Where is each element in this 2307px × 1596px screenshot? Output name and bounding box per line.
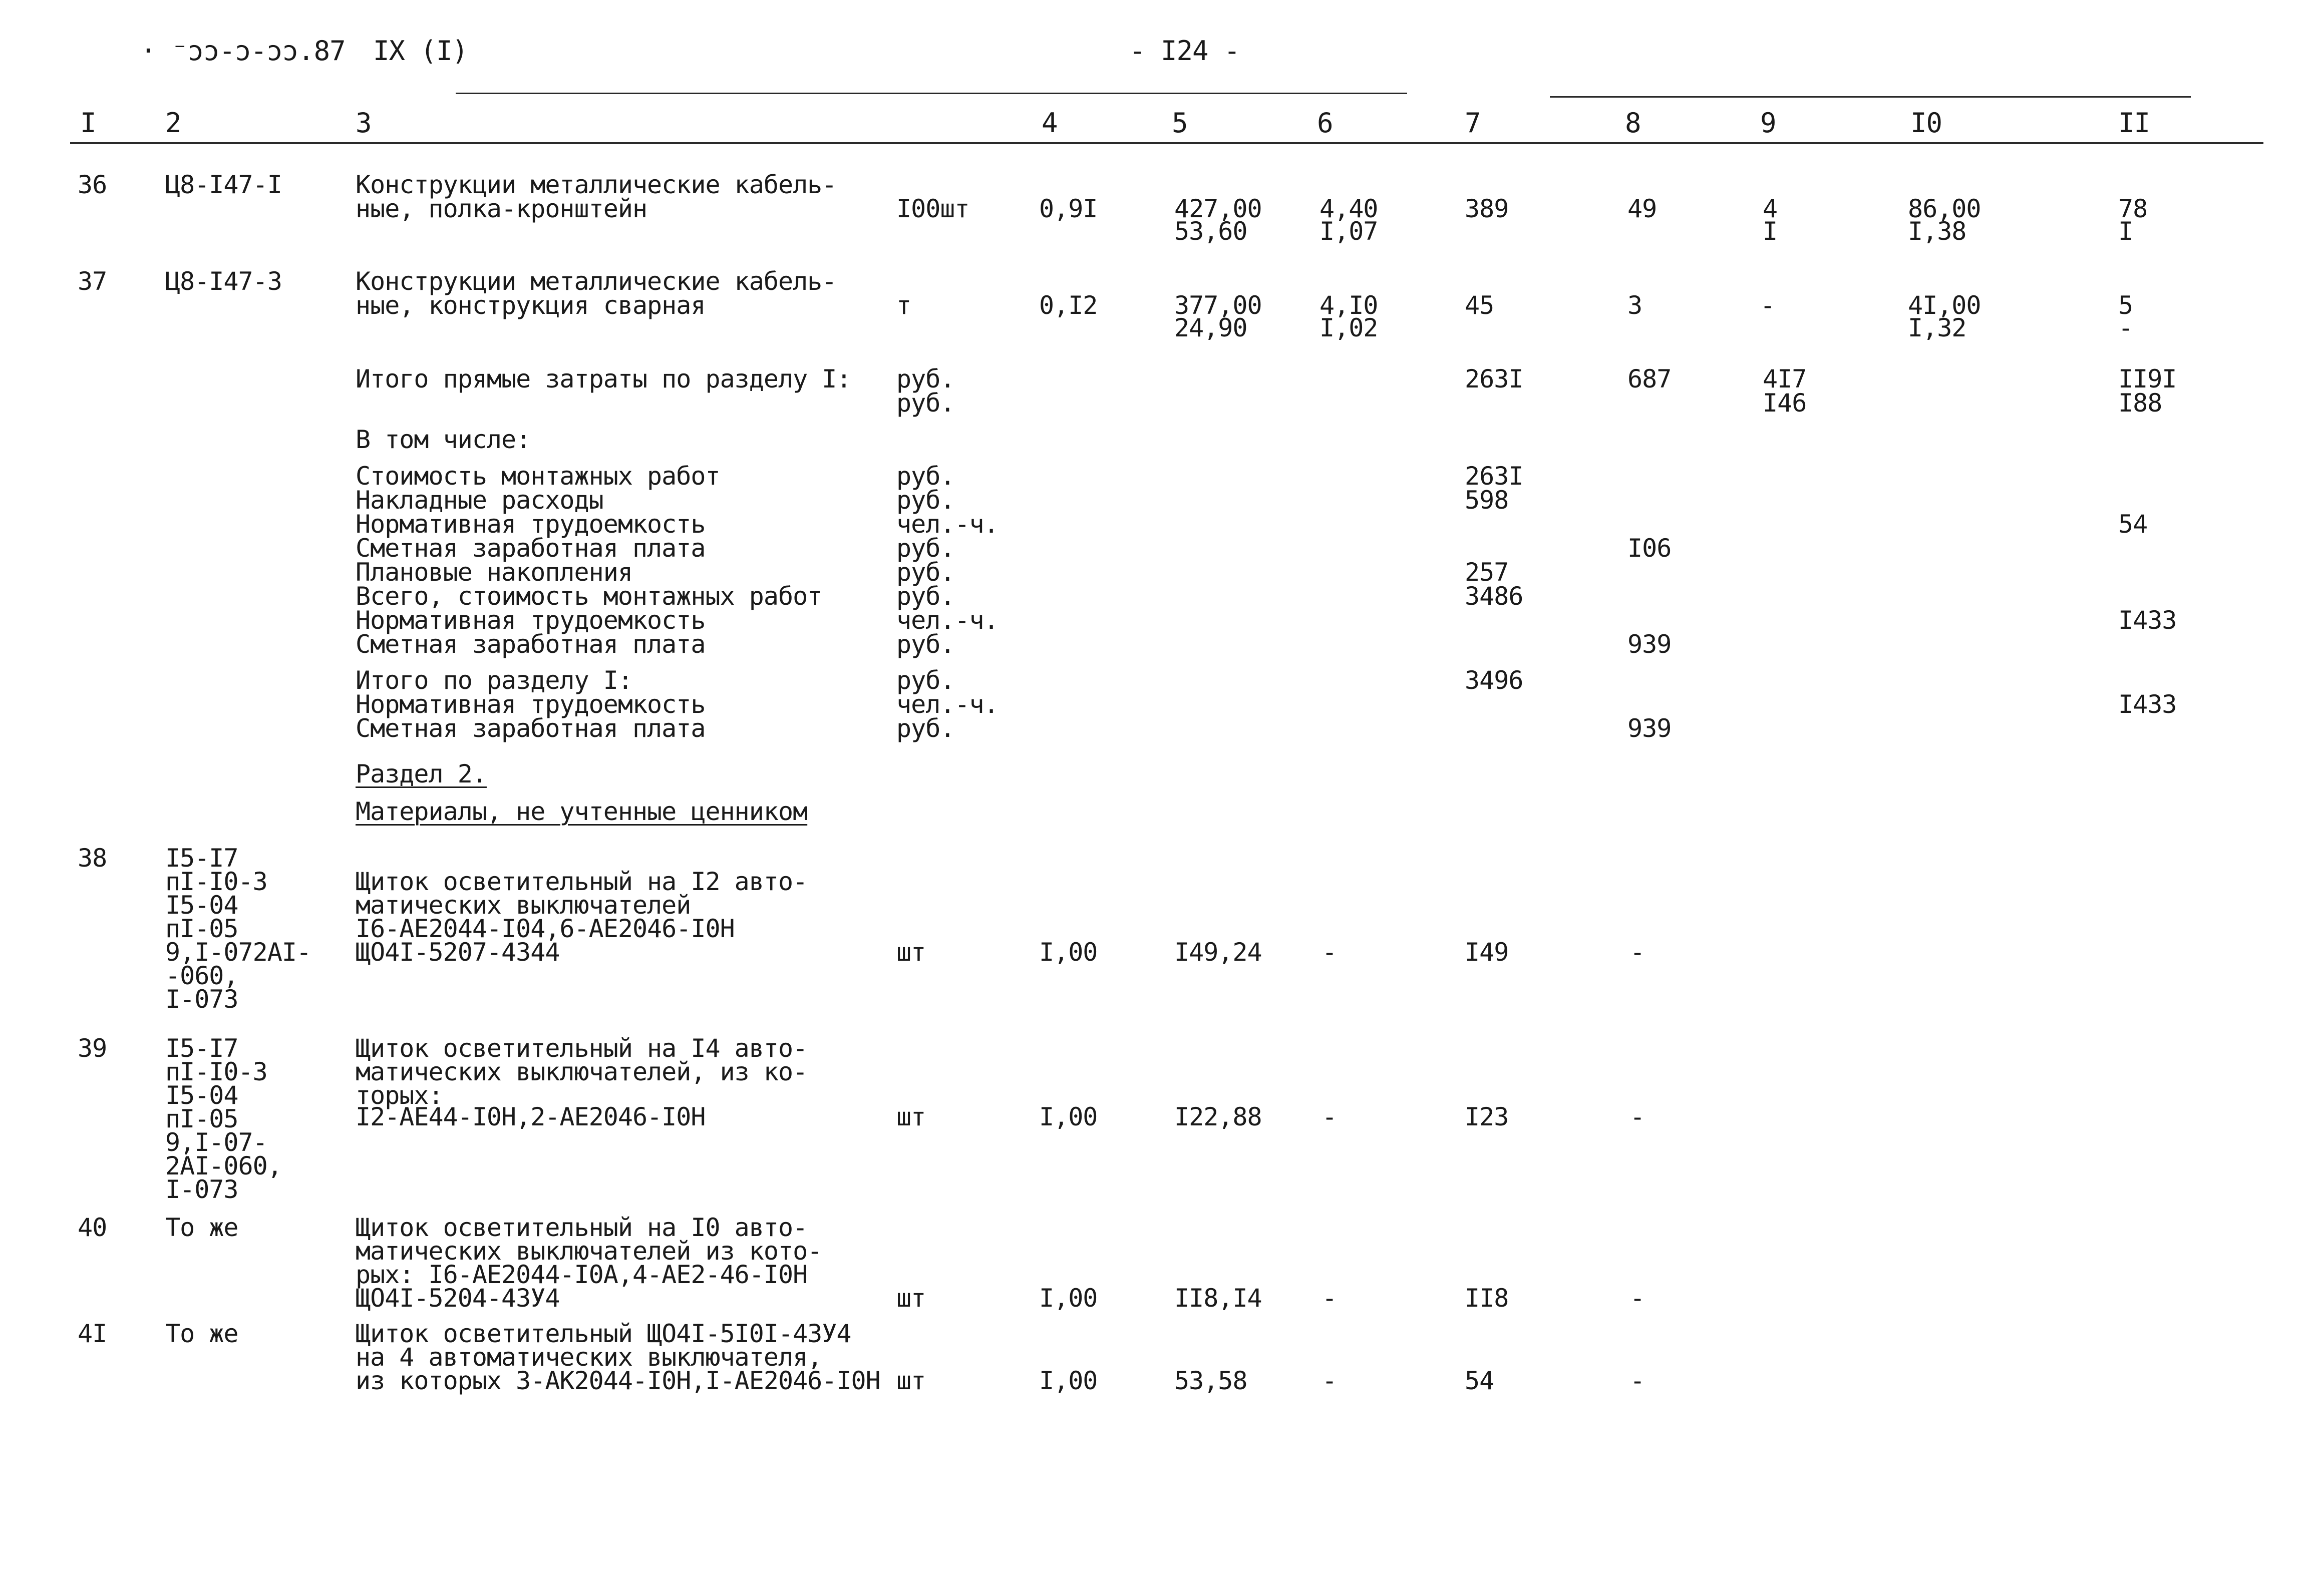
norm-code: 9,I-07-: [165, 1128, 267, 1157]
norm-code: I5-I7: [165, 844, 238, 873]
total-cost: 54: [1465, 1366, 1494, 1395]
item-description: ные, конструкция сварная: [356, 291, 706, 320]
norm-code: Ц8-I47-I: [165, 170, 282, 199]
document-code: · ⁻ɔɔ-ɔ-ɔɔ.87: [140, 35, 346, 67]
row-number: 4I: [78, 1319, 107, 1348]
overhead-value: 598: [1465, 486, 1509, 515]
section-wage-value: 939: [1627, 714, 1672, 743]
total-cost: 263I: [1465, 364, 1523, 393]
quantity: I,00: [1039, 1284, 1098, 1313]
norm-code: 9,I-072AI-: [165, 938, 311, 967]
norm-code: 2AI-060,: [165, 1151, 282, 1180]
item-description: Щиток осветительный на I2 авто-: [356, 867, 808, 896]
item-description: Конструкции металлические кабель-: [356, 170, 837, 199]
norm-code: пI-I0-3: [165, 1057, 267, 1086]
item-description: торых:: [356, 1081, 443, 1110]
machine-cost: 4: [1763, 194, 1778, 223]
norm-code: пI-05: [165, 914, 238, 943]
unit-cost: 427,00: [1174, 194, 1262, 223]
mounting-cost-value: 263I: [1465, 462, 1523, 491]
item-description: матических выключателей из кото-: [356, 1237, 822, 1266]
col-header-4: 4: [1042, 107, 1058, 139]
breakdown-item: Накладные расходы: [356, 486, 603, 515]
unit: руб.: [896, 630, 955, 659]
labor-per-unit-2: I,38: [1908, 217, 1966, 246]
item-description: ные, полка-кронштейн: [356, 194, 647, 223]
col-header-6: 6: [1317, 107, 1333, 139]
labor-per-unit: 86,00: [1908, 194, 1981, 223]
unit: шт: [896, 1284, 926, 1313]
planned-savings-value: 257: [1465, 558, 1509, 587]
norm-code: I5-04: [165, 891, 238, 920]
col-header-10: I0: [1910, 107, 1942, 139]
labor-per-unit: 4I,00: [1908, 291, 1981, 320]
unit-price: II8,I4: [1174, 1284, 1262, 1313]
section-total-value: 3496: [1465, 666, 1523, 695]
total-cost: 45: [1465, 291, 1494, 320]
unit: I00шт: [896, 194, 969, 223]
unit-price: I22,88: [1174, 1102, 1262, 1131]
col-header-5: 5: [1172, 107, 1188, 139]
labor-total-2: I88: [2118, 388, 2162, 418]
col-header-9: 9: [1760, 107, 1776, 139]
row-number: 36: [78, 170, 107, 199]
breakdown-item: Стоимость монтажных работ: [356, 462, 720, 491]
labor-total: II9I: [2118, 364, 2177, 393]
breakdown-item: Всего, стоимость монтажных работ: [356, 582, 822, 611]
item-description: I2-АЕ44-I0H,2-АЕ2046-I0H: [356, 1102, 706, 1131]
row-number: 37: [78, 267, 107, 296]
labor-unit-2: I,02: [1320, 313, 1378, 342]
norm-code: Ц8-I47-3: [165, 267, 282, 296]
machine-cost: 4I7: [1763, 364, 1807, 393]
labor-unit: 4,I0: [1320, 291, 1378, 320]
unit: руб.: [896, 462, 955, 491]
wage-total: -: [1630, 938, 1645, 967]
machine-cost-2: I46: [1763, 388, 1807, 418]
item-description: Конструкции металлические кабель-: [356, 267, 837, 296]
col-header-8: 8: [1625, 107, 1641, 139]
unit: чел.-ч.: [896, 690, 999, 719]
item-description: Щиток осветительный ЩО4I-5I0I-43У4: [356, 1319, 851, 1348]
total-cost: II8: [1465, 1284, 1509, 1313]
labor-unit: -: [1322, 1102, 1337, 1131]
total-cost: I23: [1465, 1102, 1509, 1131]
norm-code: I-073: [165, 1175, 238, 1204]
total-cost: I49: [1465, 938, 1509, 967]
section-item: Сметная заработная плата: [356, 714, 706, 743]
unit: т: [896, 291, 911, 320]
quantity: I,00: [1039, 938, 1098, 967]
row-number: 40: [78, 1213, 107, 1242]
unit: чел.-ч.: [896, 510, 999, 539]
labor-per-unit-2: I,32: [1908, 313, 1966, 342]
unit: шт: [896, 1366, 926, 1395]
unit: руб.: [896, 388, 955, 418]
labor-total-2: -: [2118, 313, 2133, 342]
unit-price: I49,24: [1174, 938, 1262, 967]
wage-total: -: [1630, 1366, 1645, 1395]
labor-total: 5: [2118, 291, 2133, 320]
wage-value-2: 939: [1627, 630, 1672, 659]
norm-code: То же: [165, 1319, 238, 1348]
item-description: на 4 автоматических выключателя,: [356, 1343, 822, 1372]
row-number: 39: [78, 1034, 107, 1063]
volume-label: IX (I): [373, 35, 468, 67]
col-header-7: 7: [1465, 107, 1481, 139]
total-cost: 389: [1465, 194, 1509, 223]
col-header-1: I: [80, 107, 96, 139]
section-title: Раздел 2.: [356, 759, 487, 788]
labor-unit-2: I,07: [1320, 217, 1378, 246]
col-header-11: II: [2118, 107, 2150, 139]
breakdown-item: Нормативная трудоемкость: [356, 606, 706, 635]
unit-cost-wage: 53,60: [1174, 217, 1247, 246]
wage-total: 687: [1627, 364, 1672, 393]
labor-unit: -: [1322, 938, 1337, 967]
unit: руб.: [896, 486, 955, 515]
unit: чел.-ч.: [896, 606, 999, 635]
norm-code: I-073: [165, 985, 238, 1014]
unit-price: 53,58: [1174, 1366, 1247, 1395]
unit: руб.: [896, 534, 955, 563]
quantity: 0,9I: [1039, 194, 1098, 223]
quantity: I,00: [1039, 1366, 1098, 1395]
unit-cost-wage: 24,90: [1174, 313, 1247, 342]
breakdown-item: Сметная заработная плата: [356, 630, 706, 659]
item-description: матических выключателей, из ко-: [356, 1057, 808, 1086]
wage-total: -: [1630, 1284, 1645, 1313]
wage-total: 3: [1627, 291, 1642, 320]
unit: шт: [896, 1102, 926, 1131]
labor-unit: -: [1322, 1284, 1337, 1313]
col-header-2: 2: [165, 107, 181, 139]
wage-value: I06: [1627, 534, 1672, 563]
section-subtitle: Материалы, не учтенные ценником: [356, 797, 808, 826]
unit: руб.: [896, 582, 955, 611]
top-rule-right: [1550, 96, 2191, 98]
labor-value: 54: [2118, 510, 2148, 539]
labor-unit: 4,40: [1320, 194, 1378, 223]
labor-value-2: I433: [2118, 606, 2177, 635]
breakdown-label: В том числе:: [356, 425, 531, 454]
total-mounting-value: 3486: [1465, 582, 1523, 611]
norm-code: I5-04: [165, 1081, 238, 1110]
row-number: 38: [78, 844, 107, 873]
total-label: Итого прямые затраты по разделу I:: [356, 364, 851, 393]
norm-code: пI-I0-3: [165, 867, 267, 896]
wage-total: 49: [1627, 194, 1657, 223]
section-total-label: Итого по разделу I:: [356, 666, 632, 695]
item-description: ЩО4I-5204-43У4: [356, 1284, 560, 1313]
unit: руб.: [896, 714, 955, 743]
item-description: матических выключателей: [356, 891, 691, 920]
breakdown-item: Плановые накопления: [356, 558, 632, 587]
header-rule: [70, 142, 2263, 144]
item-description: рых: I6-АЕ2044-I0A,4-АЕ2-46-I0H: [356, 1260, 808, 1289]
item-description: ЩО4I-5207-4344: [356, 938, 560, 967]
breakdown-item: Нормативная трудоемкость: [356, 510, 706, 539]
unit: руб.: [896, 364, 955, 393]
item-description: I6-АЕ2044-I04,6-АЕ2046-I0H: [356, 914, 735, 943]
item-description: Щиток осветительный на I4 авто-: [356, 1034, 808, 1063]
quantity: 0,I2: [1039, 291, 1098, 320]
unit: руб.: [896, 666, 955, 695]
page-number: - I24 -: [1129, 35, 1240, 67]
norm-code: I5-I7: [165, 1034, 238, 1063]
col-header-3: 3: [356, 107, 372, 139]
wage-total: -: [1630, 1102, 1645, 1131]
unit-cost: 377,00: [1174, 291, 1262, 320]
top-rule-left: [456, 93, 1407, 94]
machine-cost: -: [1760, 291, 1775, 320]
norm-code: -060,: [165, 961, 238, 990]
unit: шт: [896, 938, 926, 967]
norm-code: То же: [165, 1213, 238, 1242]
item-description: из которых 3-АК2044-I0H,I-АЕ2046-I0H: [356, 1366, 880, 1395]
labor-total: 78: [2118, 194, 2148, 223]
breakdown-item: Сметная заработная плата: [356, 534, 706, 563]
section-labor-value: I433: [2118, 690, 2177, 719]
item-description: Щиток осветительный на I0 авто-: [356, 1213, 808, 1242]
machine-cost-2: I: [1763, 217, 1778, 246]
norm-code: пI-05: [165, 1104, 238, 1133]
labor-total-2: I: [2118, 217, 2133, 246]
labor-unit: -: [1322, 1366, 1337, 1395]
quantity: I,00: [1039, 1102, 1098, 1131]
section-item: Нормативная трудоемкость: [356, 690, 706, 719]
unit: руб.: [896, 558, 955, 587]
